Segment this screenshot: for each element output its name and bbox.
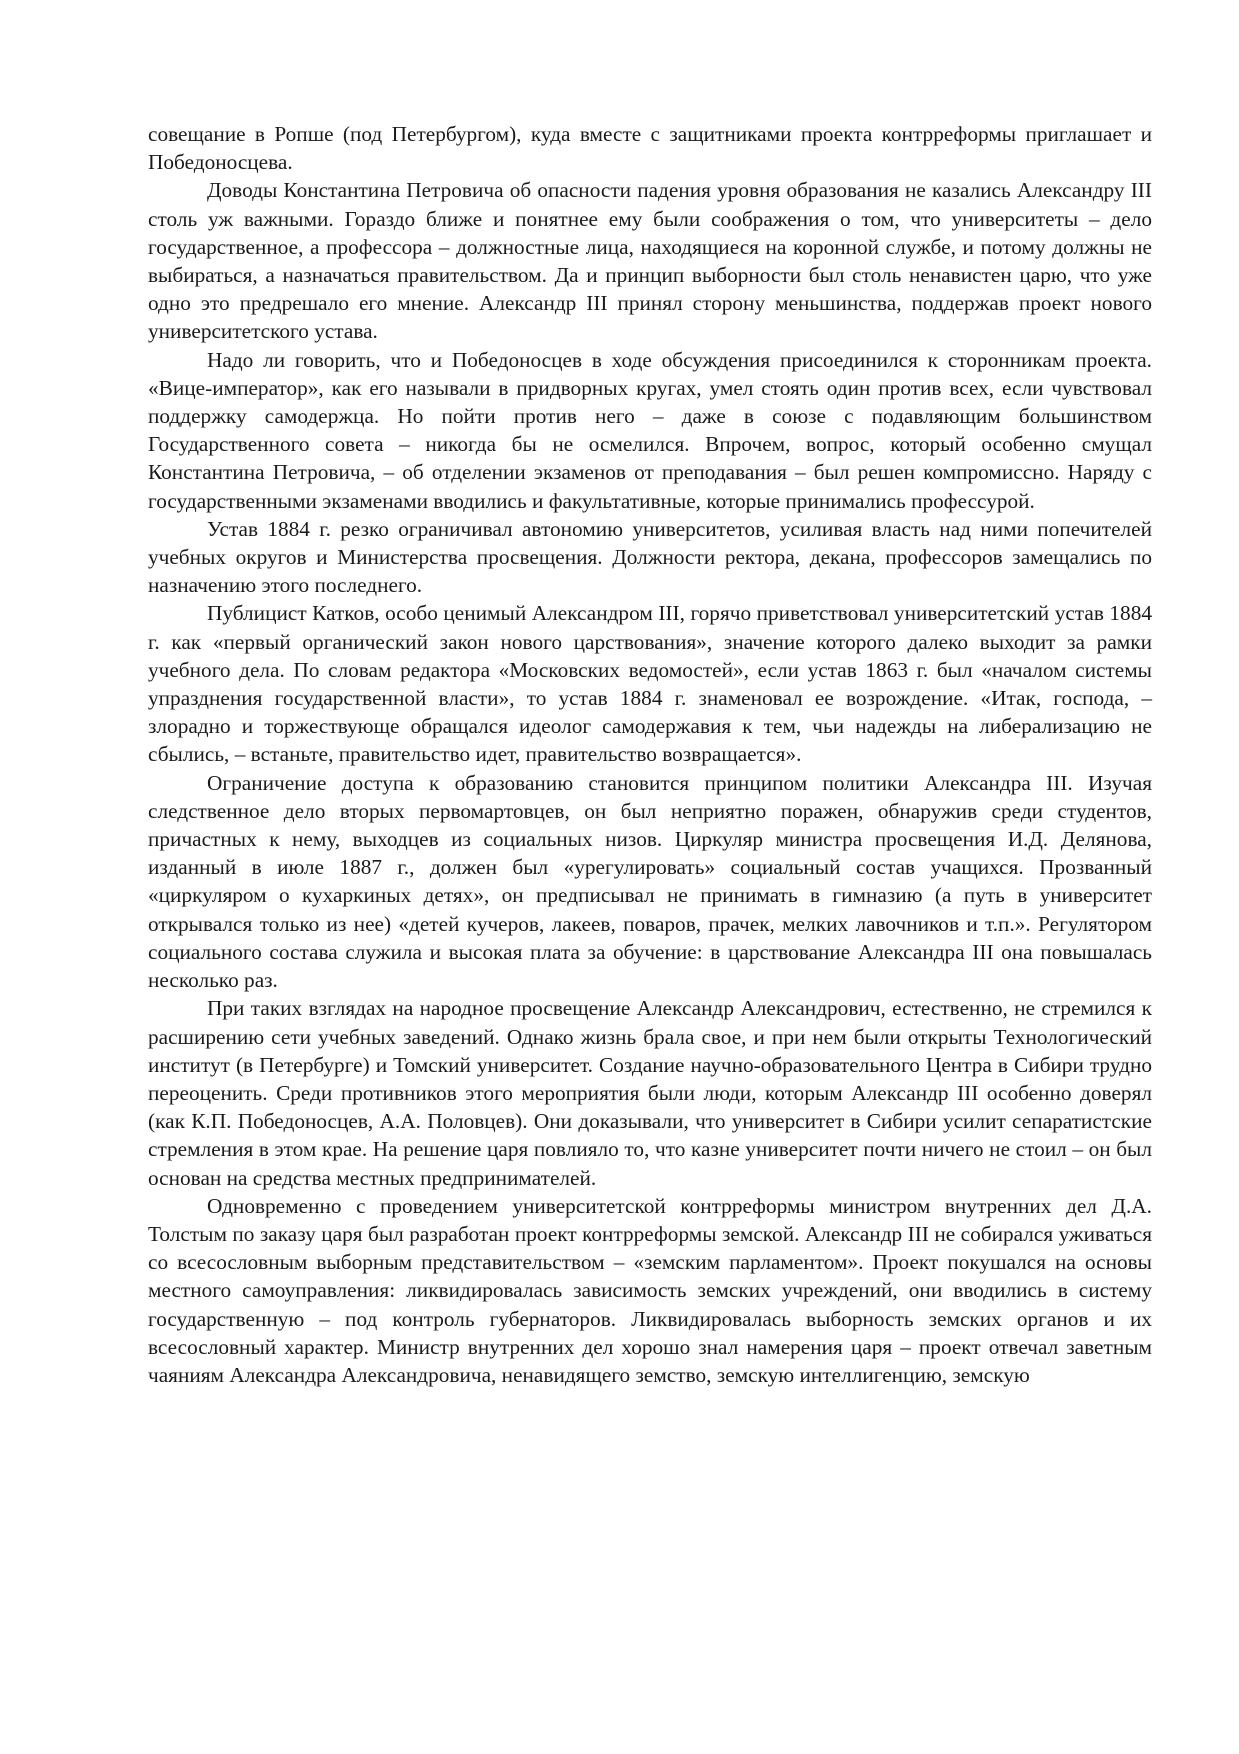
- paragraph-1: совещание в Ропше (под Петербургом), куда вместе с защитниками проекта контрреформы приглашает и Победоносцева.: [148, 122, 1152, 175]
- document-page: [148, 120, 1152, 1389]
- paragraph-8: Одновременно с проведением университетской контрреформы министром внутренних дел Д.А. Толстым по заказу царя был разработан проект контрреформы земской. Александр III не собирался уживаться со всесословным выборным представительством – «земским парламентом». Проект покушался на основы местного самоуправления: ликвидировалась зависимость земских учреждений, они вводились в систему государственную – под контроль губернаторов. Ликвидировалась выборность земских органов и их всесословный характер. Министр внутренних дел хорошо знал намерения царя – проект отвечал заветным чаяниям Александра Александровича, ненавидящего земство, земскую интеллигенцию, земскую: [148, 1193, 1152, 1387]
- paragraph-5: Публицист Катков, особо ценимый Александром III, горячо приветствовал университетский устав 1884 г. как «первый органический закон нового царствования», значение которого далеко выходит за рамки учебного дела. По словам редактора «Московских ведомостей», если устав 1863 г. был «началом системы упразднения государственной власти», то устав 1884 г. знаменовал ее возрождение. «Итак, господа, – злорадно и торжествующе обращался идеолог самодержавия к тем, чьи надежды на либерализацию не сбылись, – встаньте, правительство идет, правительство возвращается».: [148, 601, 1152, 767]
- paragraph-4: Устав 1884 г. резко ограничивал автономию университетов, усиливая власть над ними попечителей учебных округов и Министерства просвещения. Должности ректора, декана, профессоров замещались по назначению этого последнего.: [148, 516, 1152, 598]
- paragraph-2: Доводы Константина Петровича об опасности падения уровня образования не казались Александру III столь уж важными. Гораздо ближе и понятнее ему были соображения о том, что университеты – дело государственное, а профессора – должностные лица, находящиеся на коронной службе, и потому должны не выбираться, а назначаться правительством. Да и принцип выборности был столь ненавистен царю, что уже одно это предрешало его мнение. Александр III принял сторону меньшинства, поддержав проект нового университетского устава.: [148, 178, 1152, 344]
- paragraph-3: Надо ли говорить, что и Победоносцев в ходе обсуждения присоединился к сторонникам проекта. «Вице-император», как его называли в придворных кругах, умел стоять один против всех, если чувствовал поддержку самодержца. Но пойти против него – даже в союзе с подавляющим большинством Государственного совета – никогда бы не осмелился. Впрочем, вопрос, который особенно смущал Константина Петровича, – об отделении экзаменов от преподавания – был решен компромиссно. Наряду с государственными экзаменами вводились и факультативные, которые принимались профессурой.: [148, 347, 1152, 513]
- paragraph-7: При таких взглядах на народное просвещение Александр Александрович, естественно, не стремился к расширению сети учебных заведений. Однако жизнь брала свое, и при нем были открыты Технологический институт (в Петербурге) и Томский университет. Создание научно-образовательного Центра в Сибири трудно переоценить. Среди противников этого мероприятия были люди, которым Александр III особенно доверял (как К.П. Победоносцев, А.А. Половцев). Они доказывали, что университет в Сибири усилит сепаратистские стремления в этом крае. На решение царя повлияло то, что казне университет почти ничего не стоил – он был основан на средства местных предпринимателей.: [148, 996, 1152, 1190]
- paragraph-6: Ограничение доступа к образованию становится принципом политики Александра III. Изучая следственное дело вторых первомартовцев, он был неприятно поражен, обнаружив среди студентов, причастных к нему, выходцев из социальных низов. Циркуляр министра просвещения И.Д. Делянова, изданный в июле 1887 г., должен был «урегулировать» социальный состав учащихся. Прозванный «циркуляром о кухаркиных детях», он предписывал не принимать в гимназию (а путь в университет открывался только из нее) «детей кучеров, лакеев, поваров, прачек, мелких лавочников и т.п.». Регулятором социального состава служила и высокая плата за обучение: в царствование Александра III она повышалась несколько раз.: [148, 770, 1152, 993]
